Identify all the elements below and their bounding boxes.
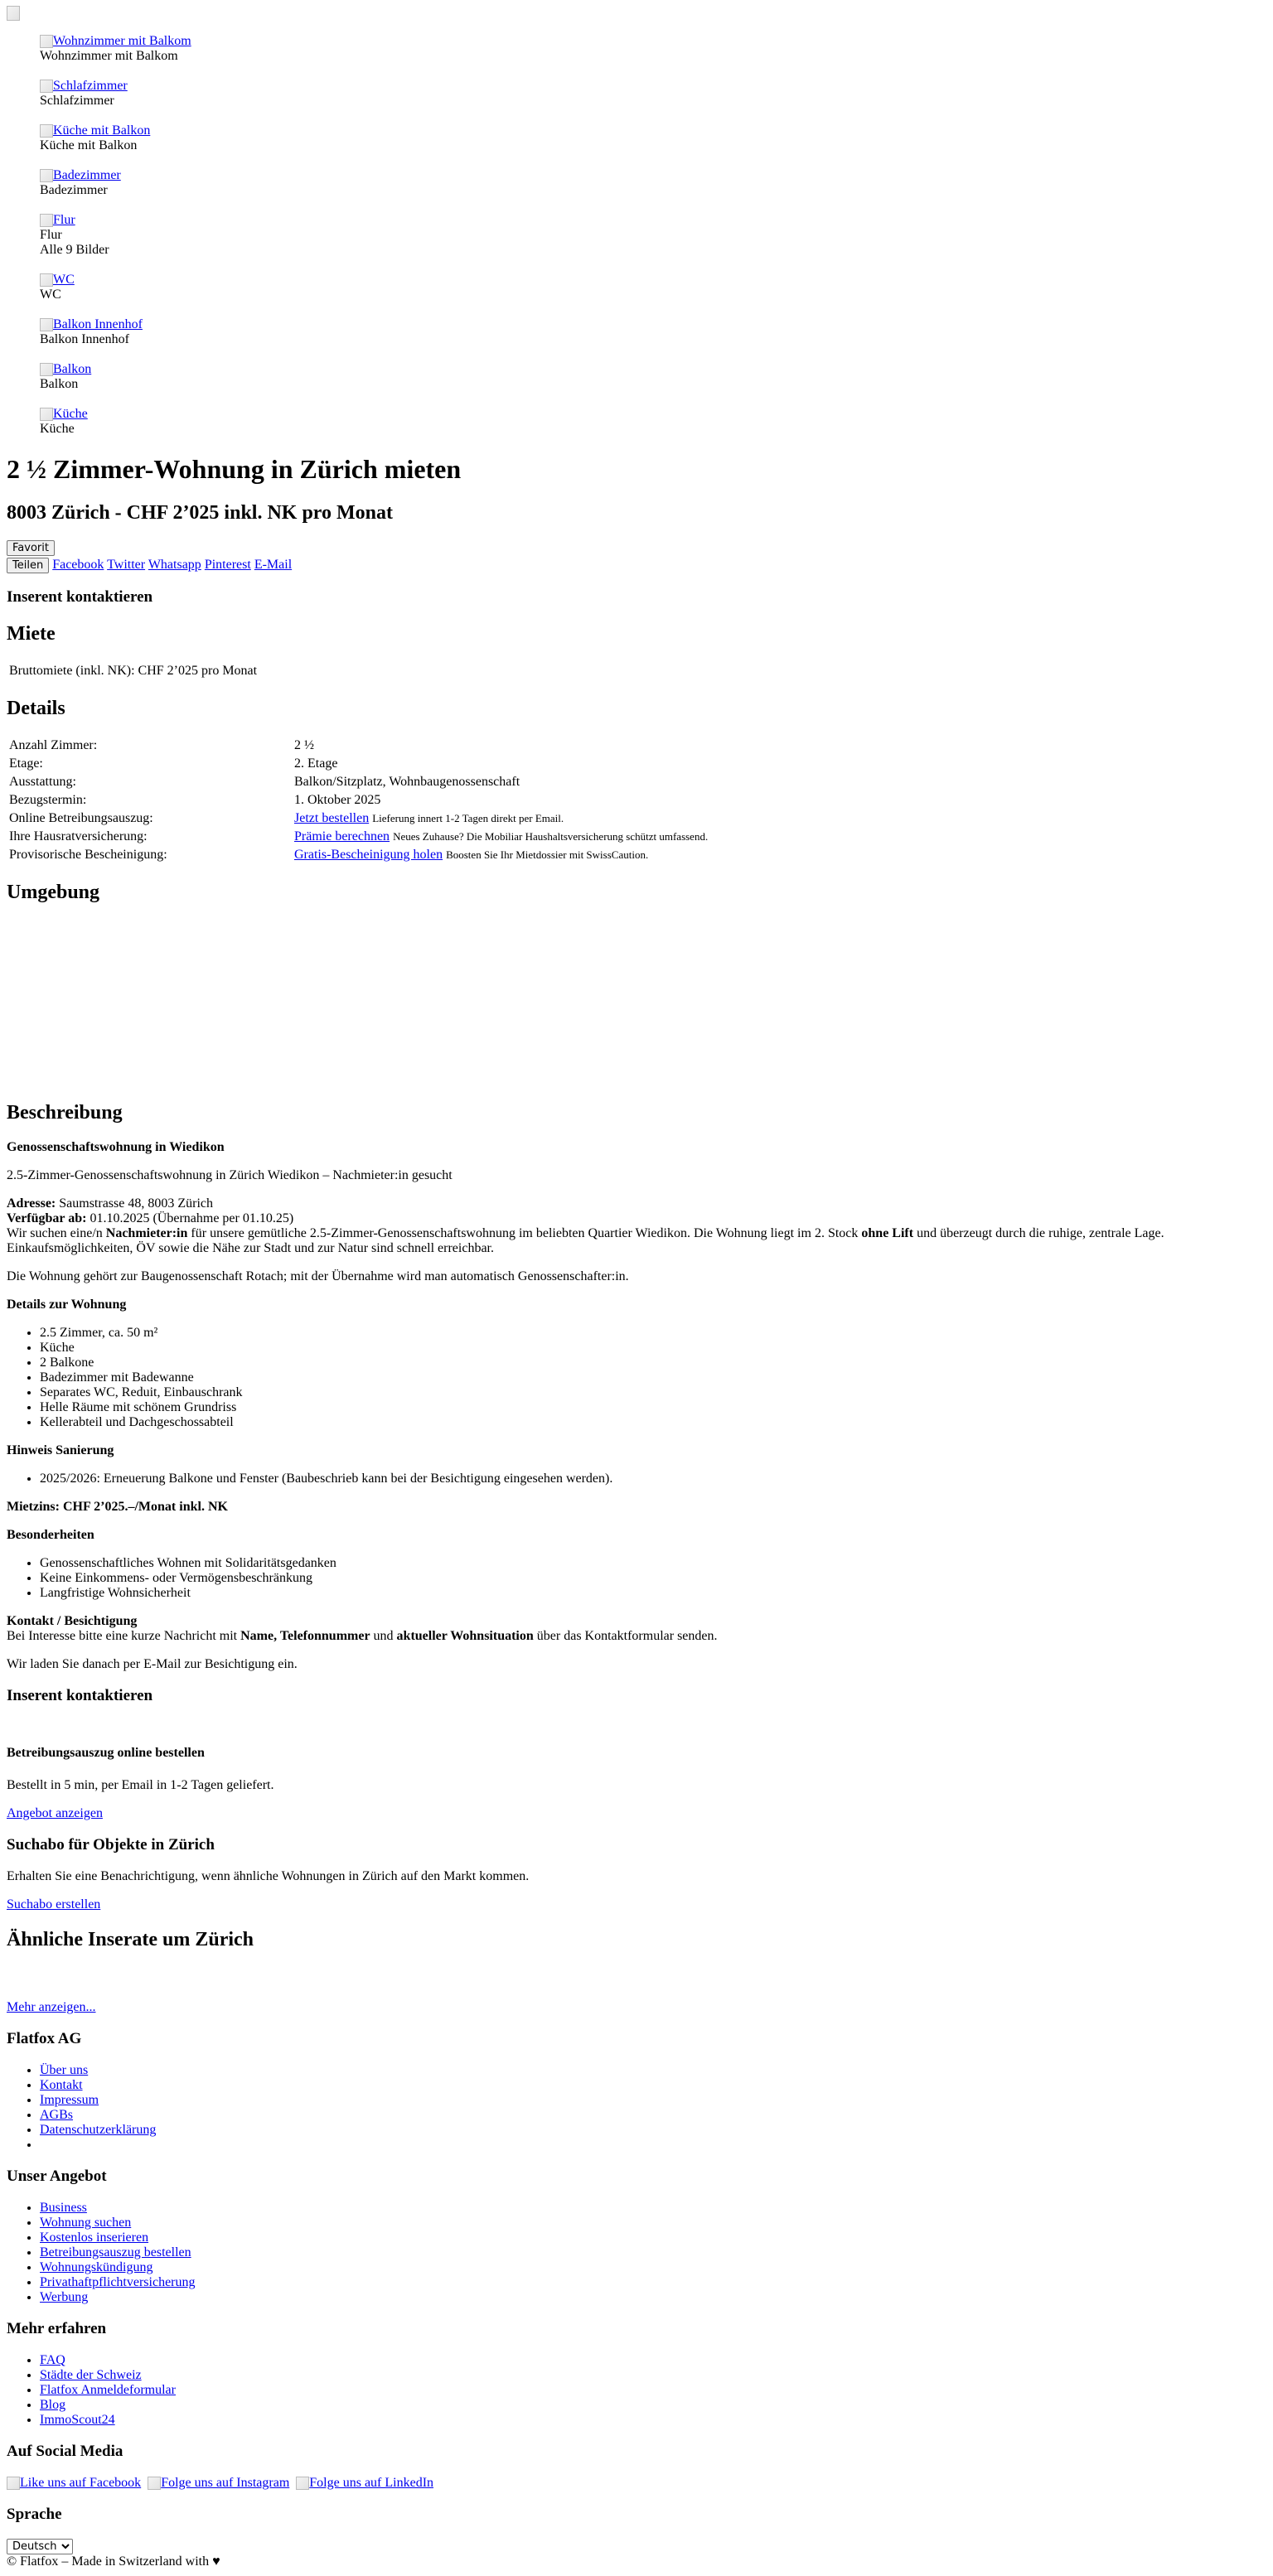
flat-details-heading-para xyxy=(7,1298,1266,1312)
detail-value xyxy=(293,829,709,845)
order-debt-extract-link[interactable]: Jetzt bestellen xyxy=(294,811,370,825)
share-pinterest-link[interactable]: Pinterest xyxy=(204,558,251,572)
table-row xyxy=(8,810,709,827)
description-title: Genossenschaftswohnung in Wiedikon xyxy=(7,1140,225,1154)
gallery-item[interactable] xyxy=(40,407,1266,437)
list-item: • Kellerabteil und Dachgeschossabteil xyxy=(40,1415,1266,1430)
gallery-caption: Küche mit Balkon xyxy=(40,138,138,152)
instagram-link-text[interactable]: Folge uns auf Instagram xyxy=(161,2476,290,2490)
favorite-button[interactable]: Favorit xyxy=(7,540,55,556)
rent-label: Bruttomiete (inkl. NK): xyxy=(9,664,135,678)
broken-image-icon xyxy=(40,214,53,227)
list-item: • Genossenschaftliches Wohnen mit Solidaritätsgedanken xyxy=(40,1556,1266,1571)
broken-image-icon xyxy=(40,80,53,93)
social-links xyxy=(7,2476,1266,2491)
contact-title: Kontakt / Besichtigung xyxy=(7,1614,138,1628)
detail-value xyxy=(293,810,709,827)
detail-label: Online Betreibungsauszug: xyxy=(9,811,153,825)
address-value: Saumstrasse 48, 8003 Zürich xyxy=(59,1196,213,1211)
list-item xyxy=(40,2290,1266,2305)
gallery-item[interactable] xyxy=(40,168,1266,198)
description-text: Wir suchen eine/n xyxy=(7,1226,106,1240)
logo[interactable] xyxy=(7,0,1266,21)
footer-offer-list xyxy=(7,2201,1266,2305)
gallery-photo-alt[interactable]: Wohnzimmer mit Balkom xyxy=(53,34,191,48)
description-title-para xyxy=(7,1140,1266,1155)
instagram-icon xyxy=(148,2477,161,2490)
list-item: • Keine Einkommens- oder Vermögensbeschränkung xyxy=(40,1571,1266,1586)
gallery-item[interactable] xyxy=(40,213,1266,258)
gallery-photo-link[interactable] xyxy=(40,317,143,331)
liability-insurance-link[interactable]: Privathaftpflichtversicherung xyxy=(40,2275,196,2289)
free-listing-link[interactable]: Kostenlos inserieren xyxy=(40,2230,149,2245)
gallery-photo-link[interactable] xyxy=(40,213,75,227)
all-photos-button[interactable]: Alle 9 Bilder xyxy=(40,243,109,257)
footer-social-heading: Auf Social Media xyxy=(7,2443,123,2460)
facebook-link-text[interactable]: Like uns auf Facebook xyxy=(20,2476,142,2490)
gallery-photo-alt[interactable]: Küche mit Balkon xyxy=(53,123,151,138)
contact-bold: Telefonnummer xyxy=(279,1629,370,1643)
rent-value: CHF 2’025 pro Monat xyxy=(138,664,258,678)
map-area xyxy=(7,920,1266,1085)
show-offer-link[interactable]: Angebot anzeigen xyxy=(7,1806,103,1820)
rent-line: Mietzins: CHF 2’025.–/Monat inkl. NK xyxy=(7,1500,228,1514)
gallery-caption: Flur xyxy=(40,228,62,242)
list-item xyxy=(40,2108,1266,2123)
list-item xyxy=(40,2078,1266,2093)
about-link[interactable]: Über uns xyxy=(40,2063,89,2077)
footer-learn-heading: Mehr erfahren xyxy=(7,2320,107,2337)
detail-value: Balkon/Sitzplatz, Wohnbaugenossenschaft xyxy=(294,775,520,789)
table-row xyxy=(8,663,258,679)
listing-title: 2 ½ Zimmer-Wohnung in Zürich mieten xyxy=(7,454,462,484)
facebook-link[interactable] xyxy=(7,2476,141,2490)
available-value: 01.10.2025 (Übernahme per 01.10.25) xyxy=(90,1211,294,1225)
rent-cell xyxy=(8,663,258,679)
detail-value: 2. Etage xyxy=(294,756,338,771)
contact-advertiser-heading: Inserent kontaktieren xyxy=(7,588,153,606)
gallery-caption: Badezimmer xyxy=(40,183,108,197)
immoscout-link[interactable]: ImmoScout24 xyxy=(40,2413,115,2427)
show-more-link[interactable]: Mehr anzeigen... xyxy=(7,2000,96,2014)
list-item xyxy=(40,2353,1266,2368)
listing-subtitle: 8003 Zürich - CHF 2’025 inkl. NK pro Monat xyxy=(7,502,394,524)
contact-advertiser-heading-2: Inserent kontaktieren xyxy=(7,1687,153,1704)
special-heading: Besonderheiten xyxy=(7,1528,94,1542)
advertising-link[interactable]: Werbung xyxy=(40,2290,89,2304)
gallery-photo-alt[interactable]: Schlafzimmer xyxy=(53,79,128,93)
contact-text: Bei Interesse bitte eine kurze Nachricht mit xyxy=(7,1629,241,1643)
gallery-caption: Wohnzimmer mit Balkom xyxy=(40,49,178,63)
gallery-item[interactable] xyxy=(40,362,1266,392)
order-extract-link[interactable]: Betreibungsauszug bestellen xyxy=(40,2245,191,2259)
detail-note: Boosten Sie Ihr Mietdossier mit SwissCaution. xyxy=(446,848,649,861)
description-body xyxy=(7,1140,1266,1672)
linkedin-icon xyxy=(296,2477,309,2490)
list-item xyxy=(40,2063,1266,2078)
favorite-row xyxy=(7,540,1266,556)
details-table xyxy=(7,736,710,865)
gallery-caption: Balkon xyxy=(40,377,79,391)
list-item xyxy=(40,2368,1266,2383)
privacy-link[interactable]: Datenschutzerklärung xyxy=(40,2123,157,2137)
list-item: • 2.5 Zimmer, ca. 50 m² xyxy=(40,1326,1266,1341)
gallery-photo-alt[interactable]: Küche xyxy=(53,407,88,421)
gallery-photo-link[interactable] xyxy=(40,79,128,93)
gallery-photo-alt[interactable]: Balkon Innenhof xyxy=(53,317,143,331)
renovation-heading: Hinweis Sanierung xyxy=(7,1443,114,1457)
contact-text: über das Kontaktformular senden. xyxy=(533,1629,718,1643)
language-row xyxy=(7,2539,1266,2554)
gallery-photo-link[interactable] xyxy=(40,273,75,287)
termination-link[interactable]: Wohnungskündigung xyxy=(40,2260,153,2274)
business-link[interactable]: Business xyxy=(40,2201,87,2215)
footer-language-heading: Sprache xyxy=(7,2506,62,2523)
description-heading: Beschreibung xyxy=(7,1102,123,1124)
list-item: • Separates WC, Reduit, Einbauschrank xyxy=(40,1385,1266,1400)
blog-link[interactable]: Blog xyxy=(40,2398,66,2412)
detail-label: Bezugstermin: xyxy=(9,793,87,807)
rent-line-para xyxy=(7,1500,1266,1515)
find-flat-link[interactable]: Wohnung suchen xyxy=(40,2216,132,2230)
gallery-item[interactable] xyxy=(40,317,1266,347)
registration-form-link[interactable]: Flatfox Anmeldeformular xyxy=(40,2383,176,2397)
description-intro: 2.5-Zimmer-Genossenschaftswohnung in Zürich Wiedikon – Nachmieter:in gesucht xyxy=(7,1168,453,1182)
rent-heading: Miete xyxy=(7,623,56,645)
detail-value: 1. Oktober 2025 xyxy=(294,793,381,807)
contact-text: und xyxy=(370,1629,397,1643)
broken-image-icon xyxy=(40,363,53,376)
table-row xyxy=(8,737,709,754)
gallery-caption: WC xyxy=(40,288,61,302)
list-item xyxy=(40,2093,1266,2108)
list-item xyxy=(40,2413,1266,2428)
list-item xyxy=(40,2275,1266,2290)
table-row xyxy=(8,792,709,809)
debt-extract-promo xyxy=(7,1720,1266,1821)
list-item xyxy=(40,2123,1266,2138)
share-twitter-link[interactable]: Twitter xyxy=(107,558,146,572)
list-item: • Badezimmer mit Badewanne xyxy=(40,1370,1266,1385)
list-item: • 2 Balkone xyxy=(40,1356,1266,1370)
list-item: • Helle Räume mit schönem Grundriss xyxy=(40,1400,1266,1415)
detail-label: Provisorische Bescheinigung: xyxy=(9,848,167,862)
gallery-caption: Schlafzimmer xyxy=(40,94,114,108)
gallery-photo-link[interactable] xyxy=(40,34,191,48)
table-row xyxy=(8,774,709,790)
table-row xyxy=(8,756,709,772)
gallery-photo-link[interactable] xyxy=(40,168,121,182)
table-row xyxy=(8,847,709,863)
share-whatsapp-link[interactable]: Whatsapp xyxy=(148,558,201,572)
rent-table xyxy=(7,661,259,681)
list-item xyxy=(40,2245,1266,2260)
detail-label: Etage: xyxy=(9,756,43,771)
footer-offer-heading: Unser Angebot xyxy=(7,2168,107,2185)
gallery-photo-alt[interactable]: WC xyxy=(53,273,75,287)
share-row xyxy=(7,558,1266,573)
description-bold: ohne Lift xyxy=(861,1226,914,1240)
linkedin-link-text[interactable]: Folge uns auf LinkedIn xyxy=(309,2476,434,2490)
language-select[interactable] xyxy=(7,2539,73,2554)
create-search-alert-link[interactable]: Suchabo erstellen xyxy=(7,1897,101,1911)
share-email-link[interactable]: E-Mail xyxy=(254,558,293,572)
copyright: © Flatfox – Made in Switzerland with ♥ xyxy=(7,2554,220,2569)
free-certificate-link[interactable]: Gratis-Bescheinigung holen xyxy=(294,848,443,862)
similar-listings-area xyxy=(7,1967,1266,2000)
list-item xyxy=(40,2201,1266,2216)
coop-note: Die Wohnung gehört zur Baugenossenschaft Rotach; mit der Übernahme wird man automatisch Genossenschafter:in. xyxy=(7,1269,629,1283)
gallery-photo-link[interactable] xyxy=(40,407,88,421)
table-row xyxy=(8,829,709,845)
renovation-list xyxy=(7,1472,1266,1486)
list-item: • Küche xyxy=(40,1341,1266,1356)
gallery-item[interactable] xyxy=(40,123,1266,153)
list-item xyxy=(40,2383,1266,2398)
flat-details-list xyxy=(7,1326,1266,1430)
detail-label: Anzahl Zimmer: xyxy=(9,738,98,752)
detail-note: Lieferung innert 1-2 Tagen direkt per Email. xyxy=(372,812,564,824)
cities-link[interactable]: Städte der Schweiz xyxy=(40,2368,142,2382)
gallery-photo-alt[interactable]: Flur xyxy=(53,213,75,227)
gallery-caption: Küche xyxy=(40,422,75,436)
instagram-link[interactable] xyxy=(148,2476,289,2490)
list-item xyxy=(40,2138,1266,2153)
list-item xyxy=(40,2230,1266,2245)
search-alert-heading: Suchabo für Objekte in Zürich xyxy=(7,1836,215,1853)
calculate-premium-link[interactable]: Prämie berechnen xyxy=(294,829,390,843)
gallery-photo-link[interactable] xyxy=(40,362,91,376)
search-alert-text: Erhalten Sie eine Benachrichtigung, wenn ähnliche Wohnungen in Zürich auf den Markt kommen. xyxy=(7,1869,530,1883)
gallery-item[interactable] xyxy=(40,34,1266,64)
share-button[interactable]: Teilen xyxy=(7,558,49,573)
broken-image-icon xyxy=(40,408,53,421)
gallery-photo-link[interactable] xyxy=(40,123,150,138)
faq-link[interactable]: FAQ xyxy=(40,2353,65,2367)
renovation-heading-para xyxy=(7,1443,1266,1458)
detail-note: Neues Zuhause? Die Mobiliar Haushaltsversicherung schützt umfassend. xyxy=(393,830,709,843)
closing-text: Wir laden Sie danach per E-Mail zur Besichtigung ein. xyxy=(7,1657,298,1671)
surroundings-heading: Umgebung xyxy=(7,882,100,903)
details-heading: Details xyxy=(7,698,65,719)
description-bold: Nachmieter:in xyxy=(105,1226,188,1240)
broken-image-icon xyxy=(40,35,53,48)
imprint-link[interactable]: Impressum xyxy=(40,2093,99,2107)
logo-image-icon[interactable] xyxy=(7,6,20,21)
special-heading-para xyxy=(7,1528,1266,1543)
detail-value: 2 ½ xyxy=(294,738,314,752)
footer-company-list xyxy=(7,2063,1266,2153)
list-item xyxy=(40,2216,1266,2230)
footer-learn-list xyxy=(7,2353,1266,2428)
linkedin-link[interactable] xyxy=(296,2476,433,2490)
list-item xyxy=(40,2260,1266,2275)
special-list xyxy=(7,1556,1266,1601)
detail-label: Ihre Hausratversicherung: xyxy=(9,829,148,843)
similar-listings-heading: Ähnliche Inserate um Zürich xyxy=(7,1929,254,1950)
description-text: und überzeugt durch die ruhige, zentrale Lage. Einkaufsmöglichkeiten, ÖV sowie die Nähe zur Stadt und zur Natur sind schnell erreichbar. xyxy=(7,1226,1164,1255)
gallery-photo-alt[interactable]: Badezimmer xyxy=(53,168,121,182)
detail-value xyxy=(293,847,709,863)
flat-details-heading: Details zur Wohnung xyxy=(7,1298,127,1312)
photo-gallery xyxy=(7,34,1266,437)
description-text: für unsere gemütliche 2.5-Zimmer-Genossenschaftswohnung im beliebten Quartier Wiedikon. Die Wohnung liegt im 2. Stock xyxy=(187,1226,862,1240)
terms-link[interactable]: AGBs xyxy=(40,2108,74,2122)
share-facebook-link[interactable]: Facebook xyxy=(52,558,104,572)
debt-extract-title: Betreibungsauszug online bestellen xyxy=(7,1746,205,1760)
available-label: Verfügbar ab: xyxy=(7,1211,87,1225)
list-item: • Langfristige Wohnsicherheit xyxy=(40,1586,1266,1601)
footer-company-heading: Flatfox AG xyxy=(7,2030,82,2047)
gallery-item[interactable] xyxy=(40,273,1266,302)
detail-label: Ausstattung: xyxy=(9,775,76,789)
list-item xyxy=(40,2398,1266,2413)
broken-image-icon xyxy=(40,318,53,331)
contact-bold: Name xyxy=(240,1629,274,1643)
contact-bold: , xyxy=(273,1629,280,1643)
address-label: Adresse: xyxy=(7,1196,56,1211)
contact-bold: aktueller Wohnsituation xyxy=(396,1629,534,1643)
description-facts xyxy=(7,1196,1266,1256)
contact-para xyxy=(7,1614,1266,1644)
gallery-photo-alt[interactable]: Balkon xyxy=(53,362,92,376)
debt-extract-text: Bestellt in 5 min, per Email in 1-2 Tagen geliefert. xyxy=(7,1778,274,1792)
facebook-icon xyxy=(7,2477,20,2490)
gallery-item[interactable] xyxy=(40,79,1266,109)
gallery-caption: Balkon Innenhof xyxy=(40,332,129,346)
broken-image-icon xyxy=(40,124,53,138)
broken-image-icon xyxy=(40,169,53,182)
contact-link[interactable]: Kontakt xyxy=(40,2078,83,2092)
broken-image-icon xyxy=(40,273,53,287)
list-item: • 2025/2026: Erneuerung Balkone und Fenster (Baubeschrieb kann bei der Besichtigung eingesehen werden). xyxy=(40,1472,1266,1486)
